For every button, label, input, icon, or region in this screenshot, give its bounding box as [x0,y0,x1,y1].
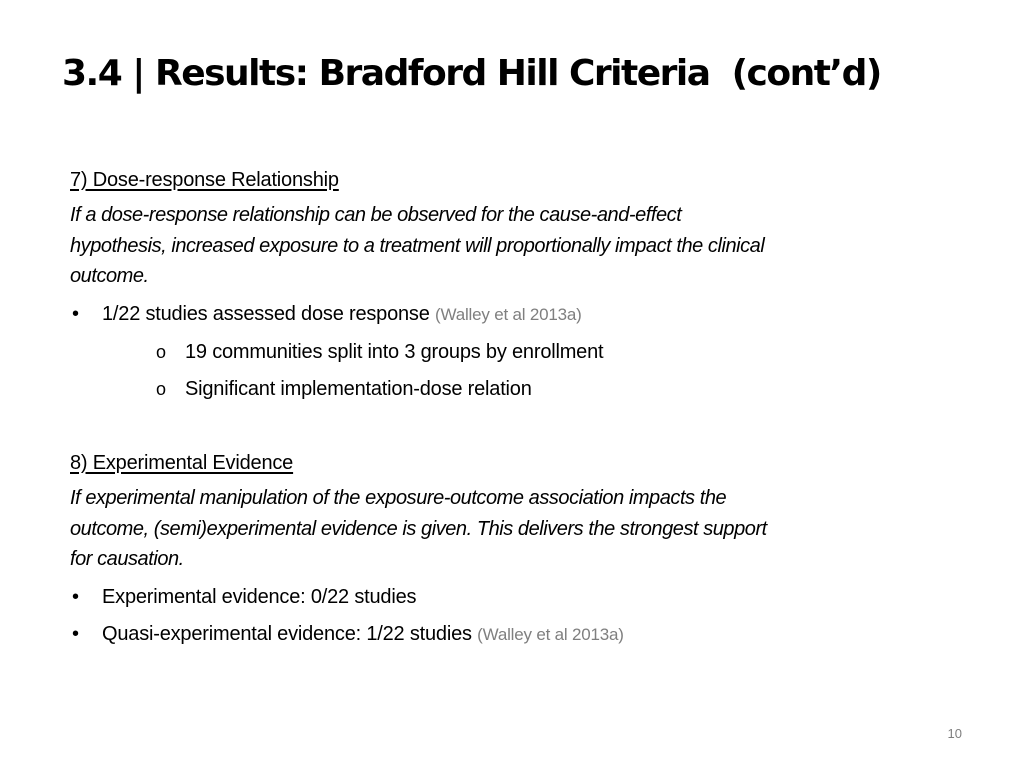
description-line: for causation. [70,548,184,570]
section-heading: 8) Experimental Evidence [70,452,294,474]
citation: (Walley et al 2013a) [477,624,624,644]
bullet-text: 1/22 studies assessed dose response [102,302,430,325]
description-line: If experimental manipulation of the exposure-outcome association impacts the [70,487,727,509]
bullet-marker: • [72,622,79,645]
bullet-text: Experimental evidence: 0/22 studies [102,585,417,608]
description-line: If a dose-response relationship can be observed for the cause-and-effect [70,204,682,226]
bullet-text: Quasi-experimental evidence: 1/22 studies [102,622,472,645]
section-heading: 7) Dose-response Relationship [70,169,339,191]
bullet-item [70,582,950,612]
sub-bullet-text: 19 communities split into 3 groups by enrollment [185,340,604,363]
section-description [70,483,950,575]
section-experimental-evidence [70,449,950,657]
sub-bullet-text: Significant implementation-dose relation [185,377,532,400]
bullet-list [70,582,950,650]
description-line: outcome. [70,265,149,287]
section-dose-response [70,166,950,411]
citation: (Walley et al 2013a) [435,304,582,324]
sub-bullet-marker: o [156,378,166,399]
sub-bullet-item [102,337,950,367]
slide-title: 3.4 | Results: Bradford Hill Criteria (cont’d) [62,53,881,94]
section-description [70,200,950,292]
bullet-marker: • [72,302,79,325]
sub-bullet-list [102,337,950,404]
description-line: outcome, (semi)experimental evidence is given. This delivers the strongest support [70,517,767,540]
bullet-item [70,619,950,650]
bullet-marker: • [72,585,79,608]
sub-bullet-marker: o [156,341,166,362]
description-line: hypothesis, increased exposure to a treatment will proportionally impact the clinical [70,234,765,257]
bullet-list [70,299,950,404]
sub-bullet-item [102,374,950,404]
page-number: 10 [947,726,962,741]
bullet-item [70,299,950,404]
